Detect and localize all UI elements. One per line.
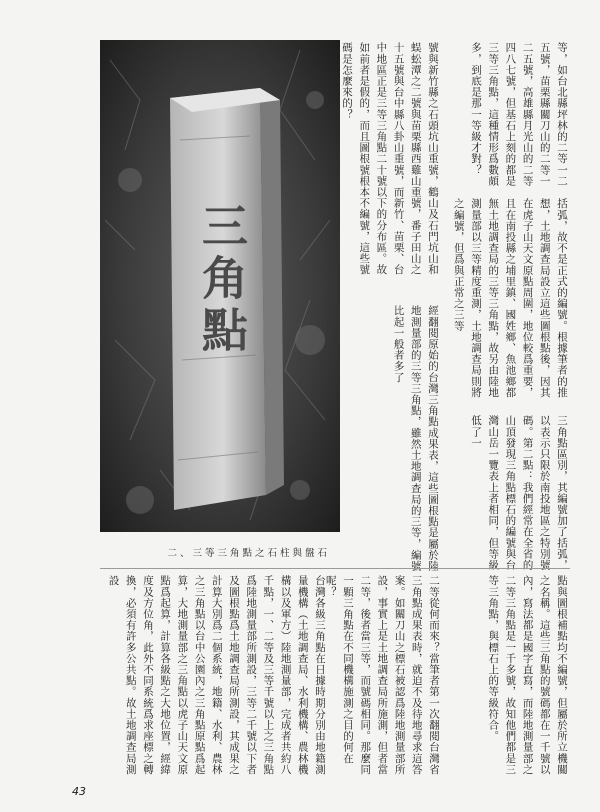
text-block-top-right: 號與新竹縣之石頭坑山重號，鶴山及石門坑山和蜈蚣潭之二號與苗栗縣西雞山重號，番子田山之十五號與台中縣八卦山重號，而新竹、苗栗、台中地區正是三等三角點二十號以下的分布區。故如前者是假的，而且圖根號根本不編號，這些號碼是怎麼來的？ <box>340 42 439 276</box>
page-number: 43 <box>72 785 86 798</box>
text-block-top-left: 等，如台北縣坪林的二等一二五號，苗栗縣關刀山的二等一二五號，高雄縣月光山的二等四八七號，但基石上刻的都是三等三角點，這種情形爲數頗多，到底是那一等級才對？ <box>469 42 568 187</box>
divider-line <box>100 568 570 569</box>
text-block-center-a: 括弧，故不是正式的編號。根據筆者的推想，土地調查局設立這些圖根點後，因其在虎子山天文原點周圍，地位較爲重要，且在南投縣之埔里鎮、國姓鄉、魚池鄉都無土地調查局的三等三角點，故另由陸地測量部以三等精度重測，土地調查局則將之編號，但爲與正常之三等 <box>452 198 568 398</box>
stone-pillar-photo <box>100 40 340 532</box>
text-block-bottom-left: 台灣各級三角點在日據時期分別由地籍測量機構（土地調查局、水利機構、農林機構以及軍方）陸地測量部，完成者共約八千點，一、二等及三等千號以上之三角點爲陸地測量部所測設，三等二千號以下者及圖根點爲土地調查局所測設，其成果之計算大別爲二個系統，地籍、水利、農林之三角點以台中公園內之三角點原點爲起算，大地測量部之三角點以虎子山天文原點爲起算，計算各級點之大地位置，經緯度及方位角，此外不同系統爲求座標之轉換，必須有許多公共點。故土地調查局測設 <box>107 575 326 775</box>
text-block-middle-right: 經翻閱原始的台灣三角點成果表，這些圖根點是屬於陸地測量部的三等三角點，雖然土地調查局的三等，編號比起一般者多了 <box>392 305 439 572</box>
stone-engraving: 三角點 <box>195 202 249 358</box>
photo-caption: 二、三等三角點之石柱與盤石 <box>167 548 330 559</box>
text-block-center-b: 三角點區別，其編號加了括弧，以表示只限於南投地區之特別號碼。第二點：我們經常在全省的山頂發現三角點標石的編號與台灣山岳一覽表上者相同，但等級低了一 <box>469 415 568 571</box>
text-block-bottom-center: 二等從何而來？當筆者第一次翻閱台灣省三角點成果表時，就迫不及待地尋求這答案。如關刀山之標石被認爲陸地測量部所設，事實上是土地調查局所施測，但者當二等，後者當三等，而號碼相同。那麼同一顆三角點在不同機構施測之目的何在呢？ <box>324 575 440 775</box>
text-block-bottom-right: 點與圖根補點均不編號，但屬於所立機關之名稱。這些三角點的號碼都在一千號以內，寫法都是國字直寫，而陸地測量部之二等三角點是一千多號，故知他們都是三等三角點，與標石上的等級符合。 <box>487 575 568 775</box>
